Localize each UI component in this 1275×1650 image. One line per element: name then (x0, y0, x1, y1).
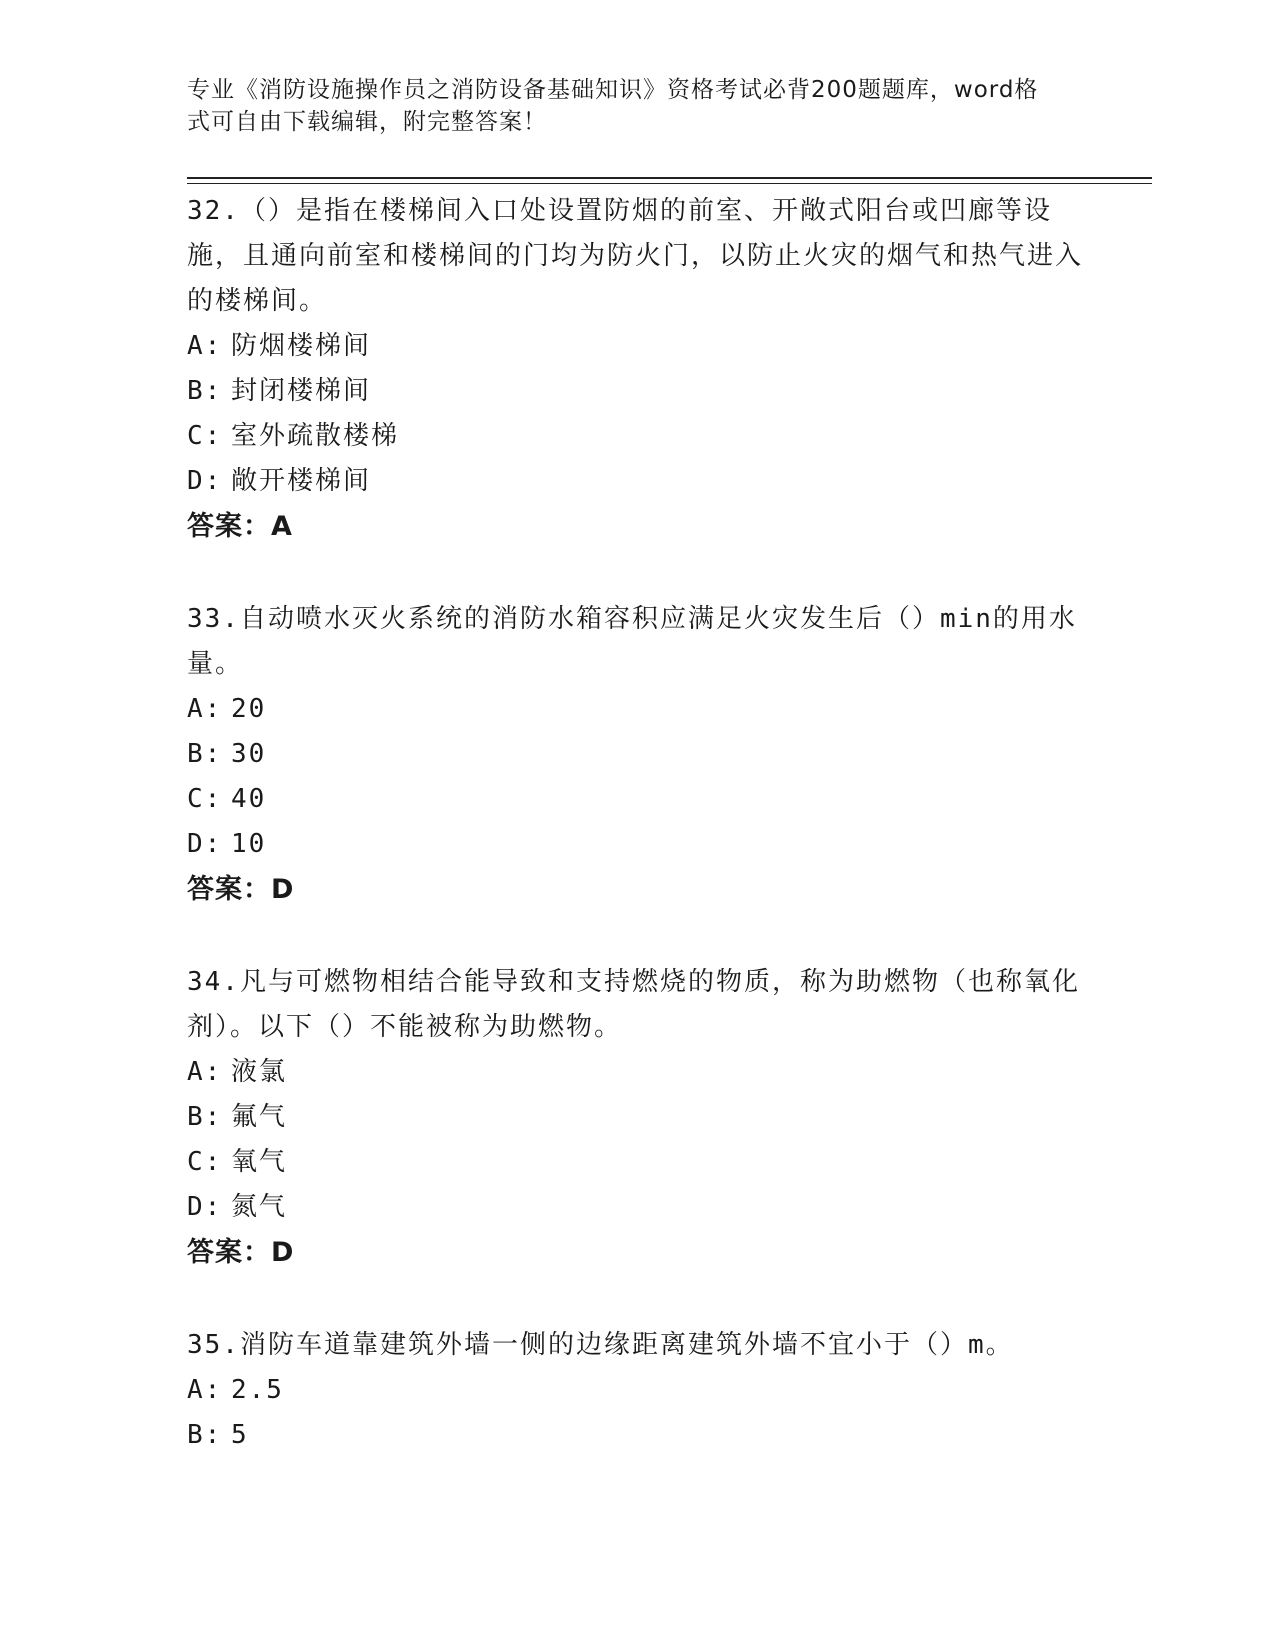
option-letter: A: (187, 331, 223, 361)
option-letter: C: (187, 1147, 223, 1177)
option-a (187, 687, 1087, 732)
option-letter: D: (187, 829, 223, 859)
option-c (187, 777, 1087, 822)
option-text: 5 (231, 1420, 249, 1450)
option-b (187, 369, 1087, 414)
document-header (187, 74, 1067, 138)
option-text: 氧气 (231, 1147, 288, 1177)
option-c (187, 414, 1087, 459)
option-letter: B: (187, 376, 223, 406)
answer-label: 答案：D (187, 1237, 295, 1268)
option-text: 10 (231, 829, 267, 859)
option-letter: B: (187, 1420, 223, 1450)
option-b (187, 732, 1087, 777)
question-34 (187, 960, 1087, 1275)
header-line-1: 专业《消防设施操作员之消防设备基础知识》资格考试必背200题题库，word格 (187, 77, 1039, 103)
header-divider-thin (187, 183, 1152, 184)
question-35 (187, 1323, 1087, 1458)
question-stem: 33.自动喷水灭火系统的消防水箱容积应满足火灾发生后（）min的用水量。 (187, 604, 1077, 679)
option-text: 室外疏散楼梯 (231, 421, 400, 451)
option-letter: D: (187, 466, 223, 496)
option-b (187, 1095, 1087, 1140)
question-stem: 34.凡与可燃物相结合能导致和支持燃烧的物质，称为助燃物（也称氧化剂）。以下（）不能被称为助燃物。 (187, 967, 1080, 1042)
option-letter: B: (187, 739, 223, 769)
question-stem: 35.消防车道靠建筑外墙一侧的边缘距离建筑外墙不宜小于（）m。 (187, 1330, 1014, 1360)
option-text: 封闭楼梯间 (231, 376, 372, 406)
option-a (187, 1050, 1087, 1095)
option-letter: C: (187, 784, 223, 814)
option-letter: B: (187, 1102, 223, 1132)
question-32 (187, 189, 1087, 549)
question-stem: 32.（）是指在楼梯间入口处设置防烟的前室、开敞式阳台或凹廊等设施，且通向前室和楼梯间的门均为防火门，以防止火灾的烟气和热气进入的楼梯间。 (187, 196, 1084, 316)
option-letter: A: (187, 1375, 223, 1405)
option-c (187, 1140, 1087, 1185)
header-divider-thick (187, 177, 1152, 179)
answer-label: 答案：A (187, 511, 293, 542)
option-text: 氮气 (231, 1192, 288, 1222)
option-b (187, 1413, 1087, 1458)
option-text: 40 (231, 784, 267, 814)
option-text: 防烟楼梯间 (231, 331, 372, 361)
option-text: 20 (231, 694, 267, 724)
option-d (187, 822, 1087, 867)
option-letter: A: (187, 1057, 223, 1087)
answer-label: 答案：D (187, 874, 295, 905)
option-a (187, 1368, 1087, 1413)
question-33 (187, 597, 1087, 912)
option-text: 敞开楼梯间 (231, 466, 372, 496)
option-d (187, 1185, 1087, 1230)
option-d (187, 459, 1087, 504)
option-letter: D: (187, 1192, 223, 1222)
option-text: 液氯 (231, 1057, 288, 1087)
option-text: 氟气 (231, 1102, 288, 1132)
option-text: 2.5 (231, 1375, 284, 1405)
header-line-2: 式可自由下载编辑，附完整答案！ (187, 109, 547, 135)
question-list (187, 189, 1087, 1506)
option-text: 30 (231, 739, 267, 769)
option-letter: A: (187, 694, 223, 724)
option-letter: C: (187, 421, 223, 451)
option-a (187, 324, 1087, 369)
